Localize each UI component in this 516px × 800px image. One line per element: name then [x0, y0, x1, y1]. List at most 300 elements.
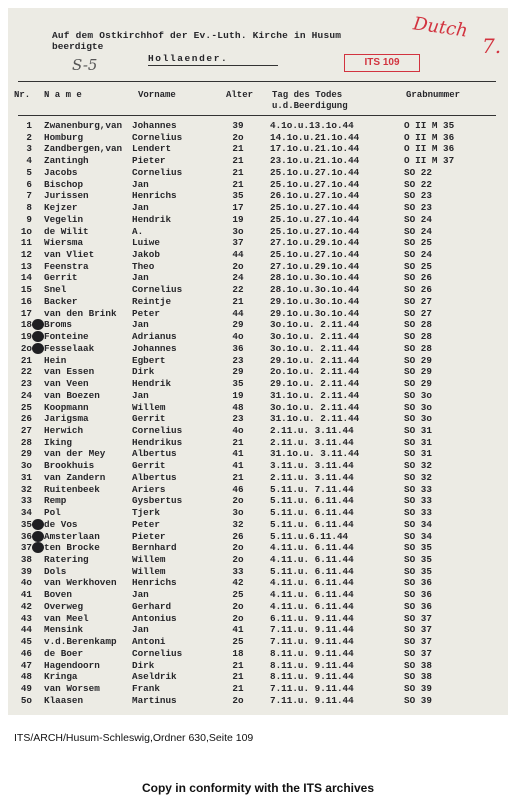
death-burial-date: 27.1o.u.29.1o.44 [270, 237, 360, 249]
age: 18 [232, 647, 244, 659]
row-number: 41 [20, 589, 32, 601]
death-burial-date: 25.1o.u.27.1o.44 [270, 249, 360, 261]
table-row [8, 413, 508, 425]
first-name: Jan [132, 202, 149, 214]
first-name: Hendrik [132, 213, 172, 225]
row-number: 38 [20, 554, 32, 565]
age: 39 [232, 120, 244, 131]
table-row [8, 261, 508, 273]
table-row [8, 472, 508, 484]
death-burial-date: 7.11.u. 9.11.44 [270, 694, 354, 706]
death-burial-date: 5.11.u. 6.11.44 [270, 565, 354, 577]
grave-number: SO 36 [404, 577, 432, 589]
table-row [8, 272, 508, 284]
grave-number: SO 37 [404, 636, 432, 648]
surname: van den Brink [44, 307, 117, 319]
row-number: 6 [26, 178, 32, 190]
row-number: 5 [26, 166, 32, 178]
surname: Ratering [44, 554, 89, 565]
table-row [8, 214, 508, 226]
row-number: 42 [20, 600, 32, 612]
grave-number: SO 26 [404, 272, 432, 284]
column-headers [8, 88, 508, 116]
surname: Fonteine [44, 331, 89, 343]
death-burial-date: 3o.1o.u. 2.11.44 [270, 319, 360, 331]
surname: Kejzer [44, 202, 78, 214]
row-number: 31 [20, 471, 32, 483]
col-tag-line2: u.d.Beerdigung [272, 101, 348, 111]
death-burial-date: 2o.1o.u. 2.11.44 [270, 366, 360, 378]
row-number: 25 [20, 401, 32, 413]
age: 26 [232, 530, 244, 542]
row-number: 4o [20, 577, 32, 589]
death-burial-date: 27.1o.u.29.1o.44 [270, 260, 360, 272]
first-name: Henrichs [132, 190, 177, 202]
surname: Zantingh [44, 155, 89, 167]
first-name: Tjerk [132, 507, 160, 519]
age: 41 [232, 460, 244, 472]
grave-number: SO 39 [404, 694, 432, 706]
surname: Fesselaak [44, 342, 95, 354]
col-name: N a m e [44, 90, 82, 100]
death-burial-date: 26.1o.u.27.1o.44 [270, 190, 360, 202]
row-number: 27 [20, 424, 32, 436]
header-rule [18, 115, 496, 116]
ink-blot-mark [32, 542, 44, 553]
death-burial-date: 25.1o.u.27.1o.44 [270, 225, 360, 237]
row-number: 15 [20, 284, 32, 296]
age: 41 [232, 624, 244, 636]
row-number: 2 [26, 131, 32, 143]
first-name: Peter [132, 307, 160, 319]
surname: Backer [44, 295, 78, 307]
grave-number: SO 34 [404, 530, 432, 542]
table-row [8, 132, 508, 144]
first-name: Willem [132, 401, 166, 413]
age: 46 [232, 483, 244, 495]
table-row [8, 648, 508, 660]
row-number: 48 [20, 671, 32, 683]
death-burial-date: 4.11.u. 6.11.44 [270, 600, 354, 612]
age: 44 [232, 249, 244, 261]
table-row [8, 683, 508, 695]
row-number: 45 [20, 636, 32, 648]
age: 2o [232, 260, 244, 272]
grave-number: SO 28 [404, 342, 432, 354]
death-burial-date: 29.1o.u.3o.1o.44 [270, 295, 360, 307]
row-number: 29 [20, 448, 32, 460]
grave-number: SO 23 [404, 190, 432, 202]
col-alter: Alter [226, 90, 254, 100]
row-number: 3 [26, 143, 32, 155]
first-name: Peter [132, 518, 160, 530]
table-row [8, 296, 508, 308]
col-vorname: Vorname [138, 90, 176, 100]
table-row [8, 531, 508, 543]
first-name: Jan [132, 272, 149, 284]
table-row [8, 448, 508, 460]
table-row [8, 308, 508, 320]
grave-number: SO 22 [404, 166, 432, 178]
death-burial-date: 4.11.u. 6.11.44 [270, 554, 354, 565]
age: 48 [232, 401, 244, 413]
grave-number: SO 36 [404, 589, 432, 601]
surname: Jurissen [44, 190, 89, 202]
first-name: Gerrit [132, 460, 166, 472]
grave-number: SO 33 [404, 507, 432, 519]
grave-number: SO 34 [404, 518, 432, 530]
grave-number: SO 38 [404, 659, 432, 671]
pencil-note: S-5 [72, 56, 98, 74]
death-burial-date: 4.1o.u.13.1o.44 [270, 120, 354, 131]
table-row [8, 366, 508, 378]
col-tag-line1: Tag des Todes [272, 90, 343, 100]
row-number: 22 [20, 366, 32, 378]
row-number: 43 [20, 612, 32, 624]
surname: Ruitenbeek [44, 483, 100, 495]
table-row [8, 507, 508, 519]
table-row [8, 636, 508, 648]
grave-number: SO 25 [404, 237, 432, 249]
table-row [8, 589, 508, 601]
death-burial-date: 5.11.u.6.11.44 [270, 530, 349, 542]
row-number: 4 [26, 155, 32, 167]
age: 35 [232, 378, 244, 390]
row-number: 39 [20, 565, 32, 577]
first-name: Jan [132, 624, 149, 636]
age: 23 [232, 354, 244, 366]
age: 21 [232, 659, 244, 671]
table-row [8, 319, 508, 331]
table-row [8, 577, 508, 589]
first-name: Jakob [132, 249, 160, 261]
table-row [8, 167, 508, 179]
table-row [8, 155, 508, 167]
first-name: Adrianus [132, 331, 177, 343]
surname: van Werkhoven [44, 577, 117, 589]
row-number: 21 [20, 354, 32, 366]
first-name: Pieter [132, 155, 166, 167]
table-row [8, 143, 508, 155]
age: 23 [232, 413, 244, 425]
age: 21 [232, 436, 244, 448]
surname: Boven [44, 589, 72, 601]
surname: Hein [44, 354, 67, 366]
table-row [8, 613, 508, 625]
surname: ten Brocke [44, 542, 100, 554]
death-burial-date: 29.1o.u. 2.11.44 [270, 354, 360, 366]
surname: Dols [44, 565, 67, 577]
grave-number: SO 22 [404, 178, 432, 190]
first-name: Egbert [132, 354, 166, 366]
age: 41 [232, 448, 244, 460]
surname: Overweg [44, 600, 84, 612]
death-burial-date: 3.11.u. 3.11.44 [270, 460, 354, 472]
row-number: 26 [20, 413, 32, 425]
death-burial-date: 29.1o.u. 2.11.44 [270, 378, 360, 390]
first-name: Cornelius [132, 647, 183, 659]
first-name: Dirk [132, 659, 155, 671]
grave-number: SO 24 [404, 213, 432, 225]
grave-number: SO 3o [404, 413, 432, 425]
grave-number: SO 24 [404, 225, 432, 237]
grave-number: SO 28 [404, 331, 432, 343]
surname: van Boezen [44, 389, 100, 401]
grave-number: SO 24 [404, 249, 432, 261]
first-name: Hendrik [132, 378, 172, 390]
grave-number: SO 29 [404, 378, 432, 390]
death-burial-date: 3o.1o.u. 2.11.44 [270, 331, 360, 343]
top-rule [18, 81, 496, 82]
surname: Amsterlaan [44, 530, 100, 542]
age: 2o [232, 542, 244, 554]
first-name: Cornelius [132, 131, 183, 143]
table-row [8, 519, 508, 531]
death-burial-date: 5.11.u. 6.11.44 [270, 495, 354, 507]
table-row [8, 554, 508, 566]
table-row [8, 660, 508, 672]
grave-number: SO 32 [404, 460, 432, 472]
first-name: Antonius [132, 612, 177, 624]
first-name: Jan [132, 389, 149, 401]
row-number: 32 [20, 483, 32, 495]
age: 37 [232, 237, 244, 249]
table-row [8, 425, 508, 437]
age: 3o [232, 225, 244, 237]
ink-blot-mark [32, 343, 44, 354]
table-row [8, 331, 508, 343]
first-name: Frank [132, 683, 160, 695]
age: 3o [232, 507, 244, 519]
first-name: Johannes [132, 342, 177, 354]
age: 42 [232, 577, 244, 589]
first-name: A. [132, 225, 144, 237]
grave-number: O II M 37 [404, 155, 455, 167]
surname: Bischop [44, 178, 84, 190]
death-burial-date: 7.11.u. 9.11.44 [270, 624, 354, 636]
age: 19 [232, 213, 244, 225]
death-burial-date: 31.1o.u. 2.11.44 [270, 413, 360, 425]
age: 4o [232, 424, 244, 436]
death-burial-date: 25.1o.u.27.1o.44 [270, 166, 360, 178]
age: 2o [232, 694, 244, 706]
table-row [8, 120, 508, 132]
row-number: 12 [20, 249, 32, 261]
its-stamp-box: ITS 109 [344, 54, 420, 72]
age: 24 [232, 272, 244, 284]
surname: van Worsem [44, 683, 100, 695]
surname: Zandbergen,van [44, 143, 123, 155]
death-burial-date: 17.1o.u.21.1o.44 [270, 143, 360, 155]
first-name: Theo [132, 260, 155, 272]
row-number: 19 [20, 331, 32, 343]
surname: Gerrit [44, 272, 78, 284]
row-number: 18 [20, 319, 32, 331]
grave-number: O II M 36 [404, 131, 455, 143]
row-number: 23 [20, 378, 32, 390]
title-underline [148, 65, 278, 66]
grave-number: SO 3o [404, 389, 432, 401]
grave-number: SO 25 [404, 260, 432, 272]
first-name: Dirk [132, 366, 155, 378]
row-number: 7 [26, 190, 32, 202]
death-burial-date: 5.11.u. 6.11.44 [270, 507, 354, 519]
surname: van Meel [44, 612, 89, 624]
surname: Brookhuis [44, 460, 95, 472]
table-row [8, 343, 508, 355]
row-number: 36 [20, 530, 32, 542]
age: 25 [232, 589, 244, 601]
age: 2o [232, 131, 244, 143]
grave-number: O II M 36 [404, 143, 455, 155]
surname: Pol [44, 507, 61, 519]
grave-number: SO 29 [404, 366, 432, 378]
row-number: 49 [20, 683, 32, 695]
death-burial-date: 6.11.u. 9.11.44 [270, 612, 354, 624]
death-burial-date: 2.11.u. 3.11.44 [270, 424, 354, 436]
grave-number: SO 33 [404, 483, 432, 495]
table-row [8, 249, 508, 261]
grave-number: SO 36 [404, 600, 432, 612]
first-name: Cornelius [132, 166, 183, 178]
grave-number: SO 37 [404, 612, 432, 624]
surname: Remp [44, 495, 67, 507]
header-line-2: beerdigte [52, 41, 104, 52]
age: 21 [232, 178, 244, 190]
row-number: 44 [20, 624, 32, 636]
death-burial-date: 31.1o.u. 2.11.44 [270, 389, 360, 401]
surname: Broms [44, 319, 72, 331]
age: 25 [232, 636, 244, 648]
death-burial-date: 8.11.u. 9.11.44 [270, 659, 354, 671]
first-name: Jan [132, 319, 149, 331]
row-number: 34 [20, 507, 32, 519]
surname: van Zandern [44, 471, 106, 483]
surname: Klaasen [44, 694, 84, 706]
row-number: 14 [20, 272, 32, 284]
grave-number: SO 31 [404, 424, 432, 436]
handwritten-dutch-stamp: Dutch [411, 13, 470, 42]
grave-number: SO 33 [404, 495, 432, 507]
first-name: Martinus [132, 694, 177, 706]
age: 22 [232, 284, 244, 296]
row-number: 1 [26, 120, 32, 131]
death-burial-date: 29.1o.u.3o.1o.44 [270, 307, 360, 319]
first-name: Jan [132, 589, 149, 601]
col-nr: Nr. [14, 90, 31, 100]
death-burial-date: 4.11.u. 6.11.44 [270, 542, 354, 554]
row-number: 37 [20, 542, 32, 554]
death-burial-date: 25.1o.u.27.1o.44 [270, 202, 360, 214]
first-name: Willem [132, 554, 166, 565]
age: 2o [232, 612, 244, 624]
row-number: 35 [20, 518, 32, 530]
first-name: Lendert [132, 143, 172, 155]
row-number: 3o [20, 460, 32, 472]
first-name: Reintje [132, 295, 172, 307]
grave-number: SO 37 [404, 647, 432, 659]
age: 44 [232, 307, 244, 319]
header-title: Hollaender. [148, 53, 229, 64]
age: 32 [232, 518, 244, 530]
death-burial-date: 14.1o.u.21.1o.44 [270, 131, 360, 143]
surname: Koopmann [44, 401, 89, 413]
death-burial-date: 7.11.u. 9.11.44 [270, 636, 354, 648]
table-row [8, 437, 508, 449]
grave-number: O II M 35 [404, 120, 455, 131]
surname: Homburg [44, 131, 84, 143]
row-number: 8 [26, 202, 32, 214]
row-number: 13 [20, 260, 32, 272]
age: 21 [232, 155, 244, 167]
death-burial-date: 4.11.u. 6.11.44 [270, 589, 354, 601]
ink-blot-mark [32, 319, 44, 330]
surname: Jacobs [44, 166, 78, 178]
surname: Herwich [44, 424, 84, 436]
grave-number: SO 27 [404, 307, 432, 319]
grave-number: SO 31 [404, 436, 432, 448]
first-name: Aseldrik [132, 671, 177, 683]
grave-number: SO 32 [404, 471, 432, 483]
death-burial-date: 28.1o.u.3o.1o.44 [270, 272, 360, 284]
age: 33 [232, 565, 244, 577]
table-row [8, 226, 508, 238]
table-row [8, 460, 508, 472]
col-grab: Grabnummer [406, 90, 461, 100]
first-name: Pieter [132, 530, 166, 542]
row-number: 2o [20, 342, 32, 354]
surname: de Vos [44, 518, 78, 530]
death-burial-date: 3o.1o.u. 2.11.44 [270, 401, 360, 413]
table-row [8, 202, 508, 214]
death-burial-date: 5.11.u. 6.11.44 [270, 518, 354, 530]
grave-number: SO 23 [404, 202, 432, 214]
first-name: Luiwe [132, 237, 160, 249]
table-row [8, 237, 508, 249]
surname: Wiersma [44, 237, 84, 249]
death-burial-date: 4.11.u. 6.11.44 [270, 577, 354, 589]
first-name: Hendrikus [132, 436, 183, 448]
surname: Iking [44, 436, 72, 448]
row-number: 47 [20, 659, 32, 671]
death-burial-date: 25.1o.u.27.1o.44 [270, 178, 360, 190]
age: 21 [232, 295, 244, 307]
grave-number: SO 35 [404, 554, 432, 565]
table-row [8, 390, 508, 402]
row-number: 17 [20, 307, 32, 319]
age: 21 [232, 683, 244, 695]
row-number: 28 [20, 436, 32, 448]
conformity-note: Copy in conformity with the ITS archives [141, 781, 375, 795]
row-number: 33 [20, 495, 32, 507]
surname: Mensink [44, 624, 84, 636]
death-burial-date: 3o.1o.u. 2.11.44 [270, 342, 360, 354]
age: 29 [232, 319, 244, 331]
grave-number: SO 37 [404, 624, 432, 636]
ink-blot-mark [32, 519, 44, 530]
age: 4o [232, 331, 244, 343]
first-name: Johannes [132, 120, 177, 131]
surname: Hagendoorn [44, 659, 100, 671]
first-name: Henrichs [132, 577, 177, 589]
surname: de Wilit [44, 225, 89, 237]
grave-number: SO 28 [404, 319, 432, 331]
age: 21 [232, 166, 244, 178]
surname: van Essen [44, 366, 95, 378]
death-burial-date: 5.11.u. 7.11.44 [270, 483, 354, 495]
age: 36 [232, 342, 244, 354]
age: 21 [232, 671, 244, 683]
